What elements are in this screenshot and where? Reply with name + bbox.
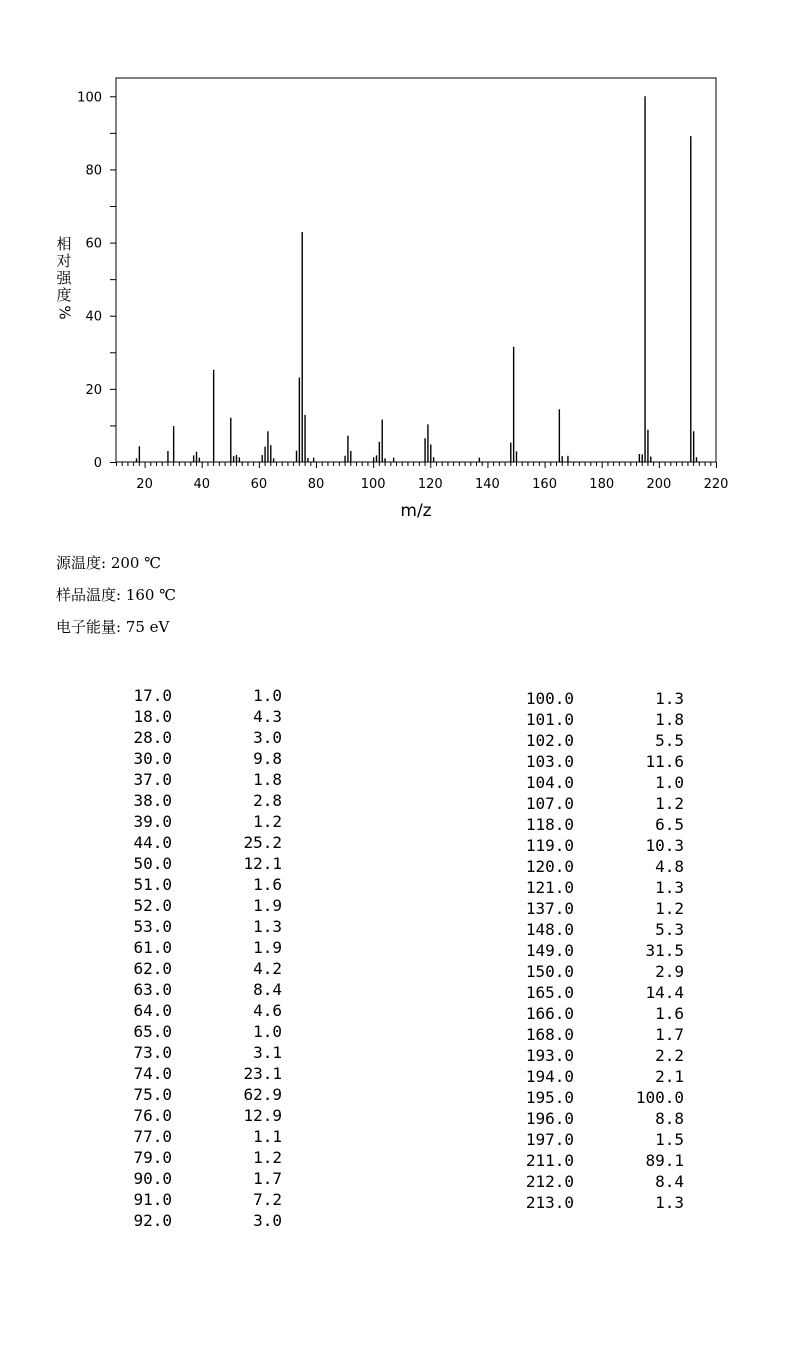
table-row [524, 856, 684, 877]
y-tick-label: 100 [77, 90, 102, 106]
mz-value: 17.0 [133, 686, 172, 705]
table-row [524, 919, 684, 940]
mz-value: 211.0 [525, 1151, 574, 1170]
mz-value: 38.0 [133, 791, 172, 810]
intensity-value: 1.2 [253, 1148, 282, 1167]
intensity-value: 2.1 [655, 1067, 684, 1086]
intensity-value: 8.4 [655, 1172, 684, 1191]
table-row [524, 751, 684, 772]
x-tick-label: 80 [307, 477, 325, 492]
y-tick-label: 40 [85, 309, 102, 325]
table-row [122, 1147, 282, 1168]
mz-value: 37.0 [133, 770, 172, 789]
mz-value: 150.0 [525, 962, 574, 981]
mz-value: 101.0 [525, 710, 574, 729]
table-row [122, 1189, 282, 1210]
mz-value: 119.0 [525, 836, 574, 855]
intensity-value: 1.2 [253, 812, 282, 831]
table-row [524, 772, 684, 793]
x-tick-label: 60 [250, 477, 268, 492]
intensity-value: 8.8 [655, 1109, 684, 1128]
y-axis-label-char: 度 [56, 286, 72, 304]
table-row [524, 877, 684, 898]
intensity-value: 4.6 [253, 1001, 282, 1020]
intensity-value: 7.2 [253, 1190, 282, 1209]
mz-value: 74.0 [133, 1064, 172, 1083]
table-row [122, 748, 282, 769]
x-tick-label: 220 [703, 477, 729, 492]
mz-value: 149.0 [525, 941, 574, 960]
intensity-value: 2.2 [655, 1046, 684, 1065]
intensity-value: 1.5 [655, 1130, 684, 1149]
table-row [524, 898, 684, 919]
y-axis-label-char: 对 [56, 252, 72, 270]
plot-frame [116, 78, 716, 462]
table-row [122, 1084, 282, 1105]
table-row [122, 769, 282, 790]
intensity-value: 12.9 [243, 1106, 282, 1125]
intensity-value: 1.0 [253, 1022, 282, 1041]
mz-value: 196.0 [525, 1109, 574, 1128]
table-row [122, 727, 282, 748]
mz-value: 118.0 [525, 815, 574, 834]
intensity-value: 23.1 [243, 1064, 282, 1083]
mz-value: 166.0 [525, 1004, 574, 1023]
intensity-value: 3.0 [253, 1211, 282, 1230]
mz-value: 120.0 [525, 857, 574, 876]
table-row [122, 853, 282, 874]
intensity-value: 1.7 [253, 1169, 282, 1188]
table-row [122, 1000, 282, 1021]
intensity-value: 1.7 [655, 1025, 684, 1044]
table-row [524, 1024, 684, 1045]
intensity-value: 1.6 [253, 875, 282, 894]
intensity-value: 4.3 [253, 707, 282, 726]
x-tick-label: 40 [193, 477, 210, 492]
intensity-value: 1.9 [253, 896, 282, 915]
y-axis-label-char: 相 [56, 235, 72, 253]
intensity-value: 62.9 [243, 1085, 282, 1104]
mz-value: 28.0 [133, 728, 172, 747]
table-row [524, 1066, 684, 1087]
mz-value: 212.0 [525, 1172, 574, 1191]
intensity-value: 1.3 [655, 689, 684, 708]
table-row [524, 1045, 684, 1066]
table-row [122, 958, 282, 979]
mz-value: 52.0 [133, 896, 172, 915]
mz-value: 102.0 [525, 731, 574, 750]
y-axis-label-char: 强 [56, 269, 72, 287]
y-tick-label: 20 [85, 382, 102, 398]
intensity-value: 11.6 [645, 752, 684, 771]
intensity-value: 1.0 [655, 773, 684, 792]
x-tick-label: 200 [646, 477, 672, 492]
table-row [122, 874, 282, 895]
mz-value: 30.0 [133, 749, 172, 768]
mz-value: 90.0 [133, 1169, 172, 1188]
mz-value: 73.0 [133, 1043, 172, 1062]
mz-value: 63.0 [133, 980, 172, 999]
mz-value: 76.0 [133, 1106, 172, 1125]
table-row [524, 1003, 684, 1024]
mz-value: 194.0 [525, 1067, 574, 1086]
table-row [524, 961, 684, 982]
mz-value: 77.0 [133, 1127, 172, 1146]
mz-value: 165.0 [525, 983, 574, 1002]
mz-value: 104.0 [525, 773, 574, 792]
mz-value: 79.0 [133, 1148, 172, 1167]
table-row [122, 685, 282, 706]
table-row [524, 835, 684, 856]
intensity-value: 1.6 [655, 1004, 684, 1023]
table-row [524, 1192, 684, 1213]
mz-value: 61.0 [133, 938, 172, 957]
mz-value: 148.0 [525, 920, 574, 939]
table-row [122, 1210, 282, 1231]
mz-value: 39.0 [133, 812, 172, 831]
table-row [122, 937, 282, 958]
table-row [122, 1021, 282, 1042]
electron-energy: 电子能量: 75 eV [56, 618, 170, 636]
mz-value: 75.0 [133, 1085, 172, 1104]
intensity-value: 1.2 [655, 794, 684, 813]
table-row [122, 811, 282, 832]
x-tick-label: 120 [417, 477, 443, 492]
intensity-value: 3.0 [253, 728, 282, 747]
intensity-value: 12.1 [243, 854, 282, 873]
intensity-value: 5.3 [655, 920, 684, 939]
mz-value: 197.0 [525, 1130, 574, 1149]
mz-value: 64.0 [133, 1001, 172, 1020]
mass-spectrum-chart [0, 0, 794, 530]
intensity-value: 14.4 [645, 983, 684, 1002]
table-row [524, 982, 684, 1003]
table-row [122, 790, 282, 811]
y-tick-label: 60 [85, 236, 102, 252]
intensity-value: 2.9 [655, 962, 684, 981]
intensity-value: 1.2 [655, 899, 684, 918]
table-row [524, 709, 684, 730]
intensity-value: 100.0 [635, 1088, 684, 1107]
intensity-value: 10.3 [645, 836, 684, 855]
table-row [122, 895, 282, 916]
mz-value: 168.0 [525, 1025, 574, 1044]
table-row [122, 1042, 282, 1063]
table-row [524, 1171, 684, 1192]
y-tick-label: 80 [85, 163, 102, 179]
peak-table-left [122, 685, 282, 1231]
table-row [122, 706, 282, 727]
table-row [122, 832, 282, 853]
sample-temperature: 样品温度: 160 ℃ [56, 586, 177, 604]
intensity-value: 1.1 [253, 1127, 282, 1146]
intensity-value: 4.2 [253, 959, 282, 978]
mz-value: 53.0 [133, 917, 172, 936]
intensity-value: 1.0 [253, 686, 282, 705]
intensity-value: 9.8 [253, 749, 282, 768]
intensity-value: 5.5 [655, 731, 684, 750]
intensity-value: 1.3 [655, 878, 684, 897]
intensity-value: 1.8 [655, 710, 684, 729]
intensity-value: 8.4 [253, 980, 282, 999]
source-temperature: 源温度: 200 ℃ [56, 554, 162, 572]
intensity-value: 89.1 [645, 1151, 684, 1170]
table-row [122, 979, 282, 1000]
mz-value: 51.0 [133, 875, 172, 894]
intensity-value: 1.3 [655, 1193, 684, 1212]
table-row [122, 1063, 282, 1084]
mz-value: 18.0 [133, 707, 172, 726]
mz-value: 121.0 [525, 878, 574, 897]
mz-value: 103.0 [525, 752, 574, 771]
mz-value: 107.0 [525, 794, 574, 813]
table-row [524, 814, 684, 835]
y-axis-label [54, 236, 74, 321]
x-tick-label: 20 [136, 477, 153, 492]
mz-value: 91.0 [133, 1190, 172, 1209]
table-row [524, 1108, 684, 1129]
intensity-value: 6.5 [655, 815, 684, 834]
peak-table-right [524, 688, 684, 1213]
table-row [122, 1168, 282, 1189]
intensity-value: 1.8 [253, 770, 282, 789]
x-tick-label: 140 [475, 477, 500, 492]
x-tick-label: 100 [360, 477, 386, 492]
intensity-value: 31.5 [645, 941, 684, 960]
mz-value: 137.0 [525, 899, 574, 918]
table-row [524, 1129, 684, 1150]
table-row [524, 793, 684, 814]
y-axis-label-char: % [55, 305, 74, 320]
table-row [122, 916, 282, 937]
y-tick-label: 0 [93, 456, 102, 471]
intensity-value: 1.3 [253, 917, 282, 936]
table-row [524, 688, 684, 709]
table-row [524, 730, 684, 751]
mz-value: 195.0 [525, 1088, 574, 1107]
table-row [122, 1105, 282, 1126]
mz-value: 213.0 [525, 1193, 574, 1212]
x-tick-label: 160 [532, 477, 557, 492]
mz-value: 65.0 [133, 1022, 172, 1041]
mz-value: 92.0 [133, 1211, 172, 1230]
intensity-value: 3.1 [253, 1043, 282, 1062]
intensity-value: 1.9 [253, 938, 282, 957]
x-axis-label: m/z [400, 501, 432, 521]
intensity-value: 2.8 [253, 791, 282, 810]
intensity-value: 4.8 [655, 857, 684, 876]
mz-value: 50.0 [133, 854, 172, 873]
mz-value: 44.0 [133, 833, 172, 852]
intensity-value: 25.2 [243, 833, 282, 852]
table-row [524, 940, 684, 961]
table-row [524, 1150, 684, 1171]
mz-value: 100.0 [525, 689, 574, 708]
mz-value: 62.0 [133, 959, 172, 978]
table-row [122, 1126, 282, 1147]
mz-value: 193.0 [525, 1046, 574, 1065]
x-tick-label: 180 [589, 477, 615, 492]
table-row [524, 1087, 684, 1108]
